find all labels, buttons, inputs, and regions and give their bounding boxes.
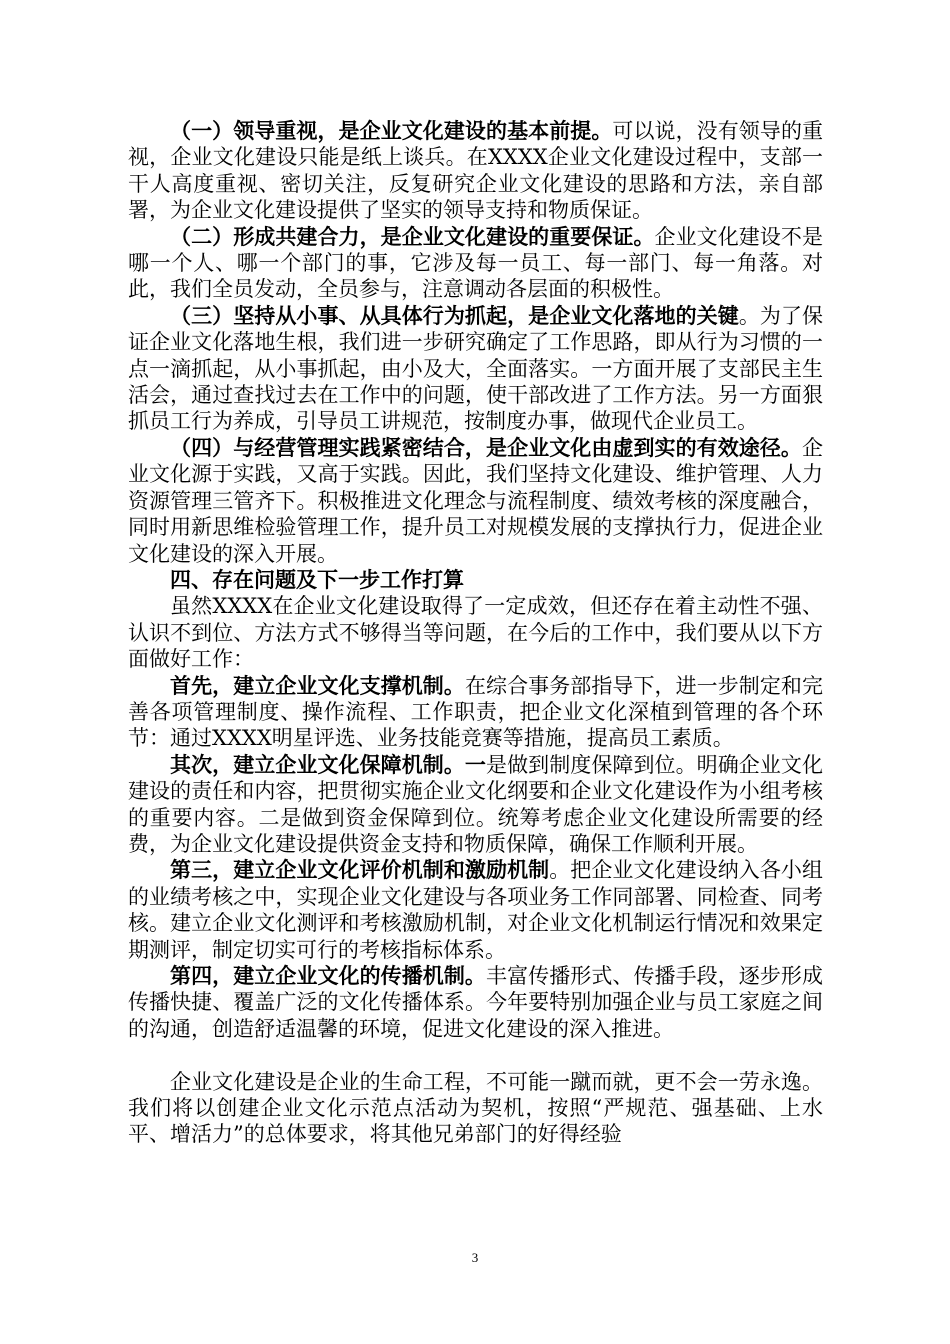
measure-communication (128, 963, 823, 1042)
intro-paragraph: 虽然XXXX在企业文化建设取得了一定成效，但还存在着主动性不强、认识不到位、方法方式不够得当等问题，在今后的工作中，我们要从以下方面做好工作： (128, 594, 823, 672)
paragraph-text: 企业文化源于实践，又高于实践。因此，我们坚持文化建设、维护管理、人力资源管理三管齐下。积极推进文化理念与流程制度、绩效考核的深度融合，同时用新思维检验管理工作，提升员工对规模发展的支撑执行力，促进企业文化建设的深入开展。 (128, 435, 823, 566)
measure-evaluation (128, 857, 823, 963)
closing-paragraph: 企业文化建设是企业的生命工程，不可能一蹴而就，更不会一劳永逸。我们将以创建企业文化示范点活动为契机，按照“严规范、强基础、上水平、增活力”的总体要求，将其他兄弟部门的好得经验 (128, 1069, 823, 1147)
paragraph-joint-effort (128, 224, 823, 303)
paragraph-text: 可以说，没有领导的重视，企业文化建设只能是纸上谈兵。在XXXX企业文化建设过程中，支部一干人高度重视、密切关注，反复研究企业文化建设的思路和方法，亲自部署，为企业文化建设提供了坚实的领导支持和物质保证。 (128, 119, 824, 223)
paragraph-leadership (128, 118, 823, 224)
measure-guarantee (128, 752, 823, 858)
measure-text: 是做到制度保障到位。明确企业文化建设的责任和内容，把贯彻实施企业文化纲要和企业文化建设作为小组考核的重要内容。二是做到资金保障到位。统筹考虑企业文化建设所需要的经费，为企业文化建设提供资金支持和物质保障，确保工作顺利开展。 (128, 752, 823, 856)
paragraph-text: 企业文化建设不是哪一个人、哪一个部门的事，它涉及每一员工、每一部门、每一角落。对此，我们全员发动，全员参与，注意调动各层面的积极性。 (128, 224, 823, 302)
measure-support (128, 673, 823, 752)
paragraph-lead: （三）坚持从小事、从具体行为抓起，是企业文化落地的关键 (170, 303, 739, 328)
paragraph-lead: （一）领导重视，是企业文化建设的基本前提。 (170, 119, 613, 143)
paragraph-practice (128, 435, 823, 567)
measure-text: 。把企业文化建设纳入各小组的业绩考核之中，实现企业文化建设与各项业务工作同部署、同检查、同考核。建立企业文化测评和考核激励机制，对企业文化机制运行情况和效果定期测评，制定切实可行的考核指标体系。 (128, 858, 824, 962)
measure-lead: 第四，建立企业文化的传播机制。 (170, 964, 486, 988)
paragraph-text: 。为了保证企业文化落地生根，我们进一步研究确定了工作思路，即从行为习惯的一点一滴抓起，从小事抓起，由小及大，全面落实。一方面开展了支部民主生活会，通过查找过去在工作中的问题，使干部改进了工作方法。另一方面狠抓员工行为养成，引导员工讲规范，按制度办事，做现代企业员工。 (128, 303, 824, 434)
measure-lead: 其次，建立企业文化保障机制。一 (170, 752, 486, 777)
measure-lead: 首先，建立企业文化支撑机制。 (170, 673, 465, 698)
page-number: 3 (471, 1250, 479, 1265)
section-heading: 四、存在问题及下一步工作打算 (170, 567, 464, 592)
document-body (128, 118, 823, 1148)
paragraph-small-things (128, 303, 823, 435)
measure-lead: 第三，建立企业文化评价机制和激励机制 (170, 858, 550, 883)
measure-text: 在综合事务部指导下，进一步制定和完善各项管理制度、操作流程、工作职责，把企业文化深植到管理的各个环节：通过XXXX明星评选、业务技能竞赛等措施，提高员工素质。 (128, 673, 824, 751)
paragraph-lead: （二）形成共建合力，是企业文化建设的重要保证。 (170, 224, 655, 249)
blank-line (128, 1042, 823, 1068)
measure-text: 丰富传播形式、传播手段，逐步形成传播快捷、覆盖广泛的文化传播体系。今年要特别加强企业与员工家庭之间的沟通，创造舒适温馨的环境，促进文化建设的深入推进。 (128, 964, 823, 1041)
paragraph-lead: （四）与经营管理实践紧密结合，是企业文化由虚到实的有效途径。 (170, 435, 802, 460)
